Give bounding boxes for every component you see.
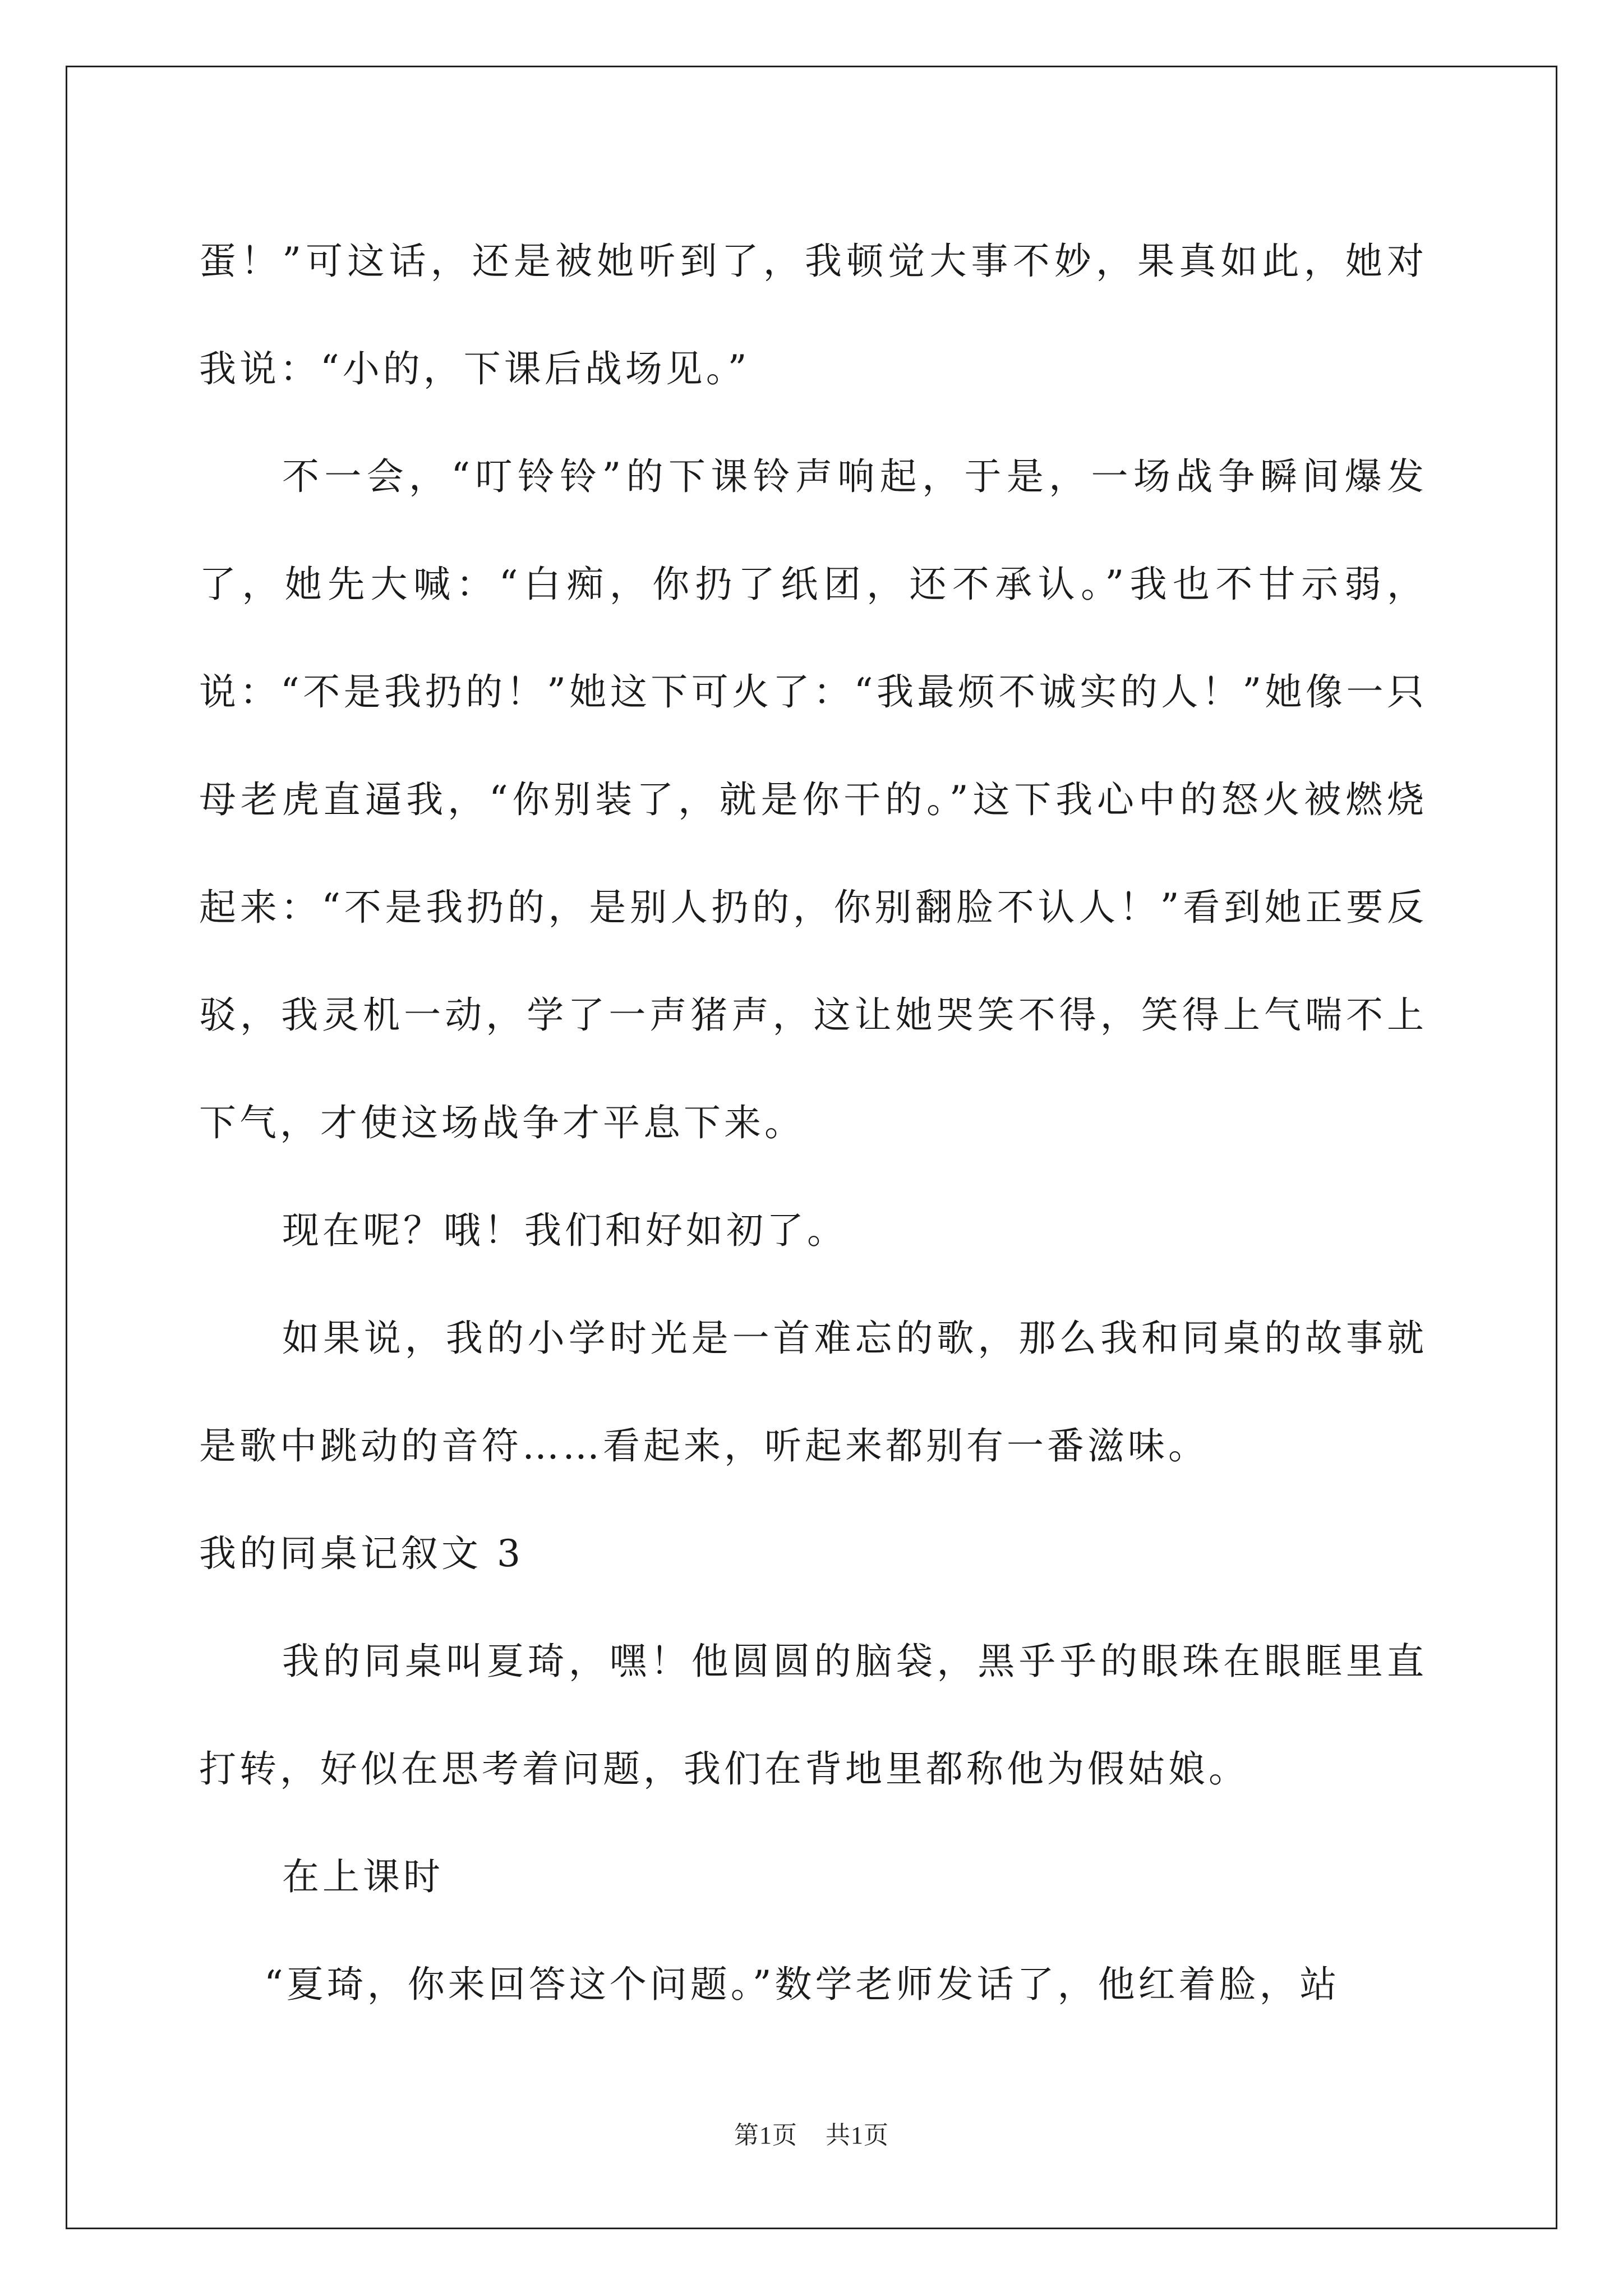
paragraph-1: 蛋！”可这话，还是被她听到了，我顿觉大事不妙，果真如此，她对我说：“小的，下课后战场见。” — [199, 240, 1427, 390]
paragraph-6: 在上课时 — [282, 1855, 444, 1898]
page-number-total: 共1页 — [826, 2122, 889, 2149]
paragraph-4: 如果说，我的小学时光是一首难忘的歌，那么我和同桌的故事就是歌中跳动的音符……看起来，听起来都别有一番滋味。 — [199, 1317, 1427, 1467]
paragraph-5: 我的同桌叫夏琦，嘿！他圆圆的脑袋，黑乎乎的眼珠在眼眶里直打转，好似在思考着问题，我们在背地里都称他为假姑娘。 — [199, 1640, 1427, 1791]
document-body — [199, 208, 1427, 2039]
paragraph-2: 不一会，“叮铃铃”的下课铃声响起，于是，一场战争瞬间爆发了，她先大喊：“白痴，你扔了纸团，还不承认。”我也不甘示弱，说：“不是我扔的！”她这下可火了：“我最烦不诚实的人！”她像一只母老虎直逼我，“你别装了，就是你干的。”这下我心中的怒火被燃烧起来：“不是我扔的，是别人扔的，你别翻脸不认人！”看到她正要反驳，我灵机一动，学了一声猪声，这让她哭笑不得，笑得上气喘不上下气，才使这场战争才平息下来。 — [199, 455, 1427, 1144]
paragraph-3: 现在呢？哦！我们和好如初了。 — [282, 1209, 847, 1252]
section-heading: 我的同桌记叙文 3 — [199, 1532, 524, 1575]
page-number-current: 第1页 — [734, 2122, 797, 2149]
paragraph-7: “夏琦，你来回答这个问题。”数学老师发话了，他红着脸，站 — [264, 1963, 1340, 2006]
page-footer — [0, 2115, 1623, 2151]
